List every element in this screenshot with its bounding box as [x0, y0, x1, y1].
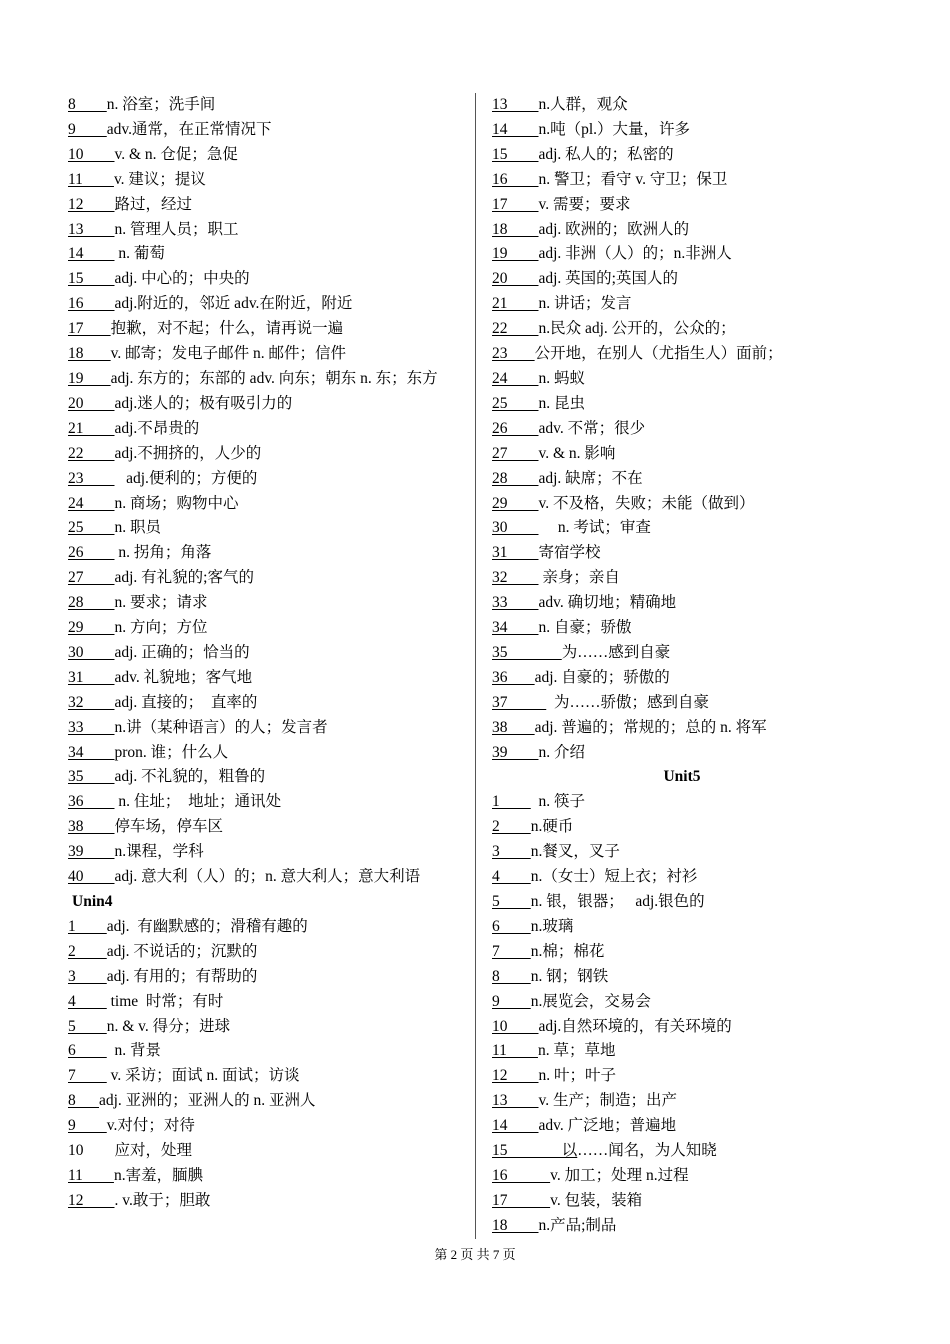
vocab-item [68, 641, 463, 666]
item-definition: adj. 欧洲的；欧洲人的 [538, 220, 690, 238]
item-number-blank: 10 [492, 1017, 539, 1035]
item-number-blank: 21 [68, 419, 115, 437]
item-number-blank: 22 [492, 320, 539, 338]
vocab-item [492, 218, 892, 243]
item-definition: adj. 意大利（人）的；n. 意大利人；意大利语 [114, 868, 421, 886]
item-number-blank: 15 [492, 145, 539, 163]
item-definition: 为……感到自豪 [561, 643, 671, 661]
vocab-item [492, 417, 892, 442]
item-definition: n. 讲话；发言 [538, 295, 632, 313]
item-number-blank: 30 [492, 519, 539, 537]
item-number-blank: 14 [492, 1117, 539, 1135]
item-definition: adj. 直接的； 直率的 [114, 693, 258, 711]
item-definition: adj.便利的；方便的 [114, 469, 258, 487]
column-divider [475, 93, 476, 1239]
item-number-blank: 8 [492, 967, 531, 985]
section-heading: Unit5 [663, 768, 701, 786]
item-number-blank: 20 [492, 270, 539, 288]
item-definition: 抱歉，对不起；什么，请再说一遍 [110, 320, 344, 338]
item-definition: adj. 亚洲的；亚洲人的 n. 亚洲人 [99, 1092, 316, 1110]
item-definition: n. 警卫；看守 v. 守卫；保卫 [538, 170, 728, 188]
vocab-item [68, 616, 463, 641]
item-definition: n. 住址； 地址；通讯处 [114, 793, 282, 811]
item-number-blank: 28 [68, 594, 115, 612]
item-definition: time 时常；有时 [106, 992, 224, 1010]
item-number-blank: 1 [492, 793, 531, 811]
item-definition: adv. 广泛地；普遍地 [538, 1117, 677, 1135]
item-definition: adj. 有幽默感的；滑稽有趣的 [106, 917, 308, 935]
item-number-blank: 24 [68, 494, 115, 512]
item-definition: n. 草；草地 [537, 1042, 616, 1060]
item-definition: n. 筷子 [530, 793, 586, 811]
item-number-blank: 24 [492, 369, 539, 387]
item-definition: adv. 礼貌地；客气地 [114, 668, 253, 686]
item-number-blank: 30 [68, 643, 115, 661]
item-definition: adj. 不说话的；沉默的 [106, 942, 258, 960]
item-number-blank: 39 [68, 843, 115, 861]
vocab-item [492, 242, 892, 267]
item-definition: . v.敢于；胆敢 [114, 1191, 211, 1209]
item-definition: n.硬币 [530, 818, 574, 836]
vocab-item [68, 915, 463, 940]
vocab-item [492, 143, 892, 168]
item-number-blank: 28 [492, 469, 539, 487]
item-definition: 亲身；亲自 [538, 569, 620, 587]
item-number-blank: 13 [492, 96, 539, 113]
vocab-item [68, 193, 463, 218]
item-number-blank: 12 [68, 195, 115, 213]
item-definition: n. 考试；审查 [538, 519, 651, 537]
vocab-item [68, 267, 463, 292]
vocab-item [68, 1139, 463, 1164]
item-definition: n.展览会，交易会 [530, 992, 651, 1010]
item-number-blank: 10 [68, 1142, 115, 1160]
vocab-item [492, 940, 892, 965]
item-number-blank: 29 [492, 494, 539, 512]
item-definition: ……闻名，为人知晓 [577, 1142, 717, 1160]
item-number-blank: 29 [68, 619, 115, 637]
vocab-item [492, 1189, 892, 1214]
item-number-blank: 13 [68, 220, 115, 238]
item-number-blank: 18 [492, 1216, 539, 1234]
vocab-item [492, 1015, 892, 1040]
vocab-item [68, 965, 463, 990]
vocab-item [492, 392, 892, 417]
item-number-blank: 21 [492, 295, 539, 313]
item-definition: v. 采访；面试 n. 面试；访谈 [106, 1067, 300, 1085]
item-number-blank: 25 [68, 519, 115, 537]
item-number-blank: 38 [492, 718, 535, 736]
item-number-blank: 7 [68, 1067, 107, 1085]
item-definition: adj. 东方的；东部的 adv. 向东；朝东 n. 东；东方 [110, 369, 438, 387]
item-number-blank: 34 [492, 619, 539, 637]
vocab-item [68, 118, 463, 143]
vocab-item [492, 93, 892, 118]
vocab-item [492, 840, 892, 865]
item-definition: adj.不昂贵的 [114, 419, 200, 437]
item-definition: adj. 缺席；不在 [538, 469, 643, 487]
item-definition: v.对付；对待 [106, 1117, 195, 1135]
item-definition: n. & v. 得分；进球 [106, 1017, 231, 1035]
item-number-blank: 8 [68, 1092, 99, 1110]
vocab-item [492, 516, 892, 541]
vocab-item [492, 317, 892, 342]
item-number-blank: 9 [68, 120, 107, 138]
vocab-item [492, 1139, 892, 1164]
vocab-item [492, 267, 892, 292]
item-definition: adj. 自豪的；骄傲的 [534, 668, 670, 686]
item-number-blank: 23 [68, 469, 115, 487]
item-definition: n.民众 adj. 公开的，公众的； [538, 320, 736, 338]
vocab-item [68, 691, 463, 716]
vocab-item [492, 168, 892, 193]
vocab-item [492, 1164, 892, 1189]
vocab-item [68, 168, 463, 193]
item-definition: n. 钢；钢铁 [530, 967, 609, 985]
item-definition: n. 介绍 [538, 743, 586, 761]
right-column [492, 93, 892, 1239]
item-definition: 应对，处理 [114, 1142, 193, 1160]
item-number-blank: 37 [492, 693, 547, 711]
vocab-item [492, 442, 892, 467]
section-heading: Unin4 [72, 893, 113, 910]
item-number-blank: 17 [492, 195, 539, 213]
item-number-blank: 40 [68, 868, 115, 886]
vocab-item [492, 467, 892, 492]
item-number-blank: 6 [68, 1042, 107, 1060]
item-definition: adv.通常，在正常情况下 [106, 120, 272, 138]
item-number-blank: 13 [492, 1092, 539, 1110]
vocab-item [68, 93, 463, 118]
item-definition: v. 生产；制造；出产 [538, 1092, 677, 1110]
item-definition: n. 管理人员；职工 [114, 220, 239, 238]
vocab-item [68, 218, 463, 243]
item-definition: n. 昆虫 [538, 394, 586, 412]
vocab-item [492, 691, 892, 716]
vocab-item [68, 765, 463, 790]
item-number-blank: 4 [492, 868, 531, 886]
item-number-blank: 3 [68, 967, 107, 985]
vocab-item [492, 641, 892, 666]
item-number-blank: 26 [492, 419, 539, 437]
item-number-blank: 15 以 [492, 1142, 578, 1160]
item-number-blank: 35 [68, 768, 115, 786]
item-definition: n. 要求；请求 [114, 594, 208, 612]
vocab-item [492, 1064, 892, 1089]
vocab-item [492, 492, 892, 517]
item-number-blank: 18 [68, 345, 111, 363]
item-definition: n. 浴室；洗手间 [106, 96, 216, 113]
item-definition: adj. 正确的；恰当的 [114, 643, 250, 661]
item-definition: v. 需要；要求 [538, 195, 631, 213]
vocab-item [68, 516, 463, 541]
item-definition: n. 自豪；骄傲 [538, 619, 632, 637]
item-number-blank: 17 [492, 1191, 551, 1209]
item-definition: n. 葡萄 [114, 245, 165, 263]
vocab-item [492, 541, 892, 566]
vocab-item [492, 741, 892, 766]
item-number-blank: 5 [492, 893, 531, 910]
item-number-blank: 19 [68, 369, 111, 387]
item-definition: adj. 中心的；中央的 [114, 270, 250, 288]
page-footer: 第 2 页 共 7 页 [434, 1247, 516, 1262]
item-number-blank: 14 [492, 120, 539, 138]
vocab-item [492, 890, 892, 915]
item-definition: v. 加工；处理 n.过程 [550, 1166, 689, 1184]
item-number-blank: 26 [68, 544, 115, 562]
item-number-blank: 19 [492, 245, 539, 263]
vocab-item [492, 815, 892, 840]
item-definition: n. 叶；叶子 [538, 1067, 617, 1085]
vocab-item [492, 591, 892, 616]
item-definition: n. 商场；购物中心 [114, 494, 239, 512]
vocab-item [68, 815, 463, 840]
vocab-item [68, 716, 463, 741]
item-definition: n.人群，观众 [538, 96, 628, 113]
item-number-blank: 35 [492, 643, 562, 661]
item-definition: adj. 英国的;英国人的 [538, 270, 678, 288]
vocab-item [492, 616, 892, 641]
item-number-blank: 39 [492, 743, 539, 761]
item-definition: n. 拐角；角落 [114, 544, 212, 562]
item-definition: n.（女士）短上衣；衬衫 [530, 868, 698, 886]
vocab-item [492, 292, 892, 317]
item-number-blank: 32 [68, 693, 115, 711]
item-definition: adv. 不常；很少 [538, 419, 646, 437]
item-number-blank: 8 [68, 96, 107, 113]
vocab-item [68, 1064, 463, 1089]
item-number-blank: 12 [492, 1067, 539, 1085]
item-number-blank: 20 [68, 394, 115, 412]
vocab-item [68, 591, 463, 616]
vocab-item [492, 990, 892, 1015]
item-definition: n. 蚂蚁 [538, 369, 586, 387]
item-number-blank: 32 [492, 569, 539, 587]
vocab-item [68, 342, 463, 367]
item-number-blank: 16 [68, 295, 115, 313]
item-definition: pron. 谁；什么人 [114, 743, 229, 761]
vocab-item [68, 1015, 463, 1040]
item-definition: adj.自然环境的，有关环境的 [538, 1017, 732, 1035]
item-definition: adj. 普遍的；常规的；总的 n. 将军 [534, 718, 767, 736]
item-definition: adj.附近的，邻近 adv.在附近，附近 [114, 295, 353, 313]
vocab-item [492, 566, 892, 591]
item-definition: 寄宿学校 [538, 544, 601, 562]
vocab-item [68, 392, 463, 417]
item-number-blank: 14 [68, 245, 115, 263]
vocab-item [492, 118, 892, 143]
vocab-item [492, 1089, 892, 1114]
vocab-item [68, 990, 463, 1015]
vocab-item [492, 790, 892, 815]
vocab-item [492, 367, 892, 392]
vocab-item [492, 915, 892, 940]
item-definition: n. 银，银器； adj.银色的 [530, 893, 705, 910]
item-number-blank: 22 [68, 444, 115, 462]
vocab-item [68, 317, 463, 342]
item-definition: n.害羞，腼腆 [113, 1166, 204, 1184]
item-definition: v. 包装，装箱 [550, 1191, 643, 1209]
vocab-item [68, 143, 463, 168]
vocab-item [68, 666, 463, 691]
vocab-item [492, 193, 892, 218]
vocab-item [68, 790, 463, 815]
vocab-item [68, 566, 463, 591]
vocab-item [492, 965, 892, 990]
left-column [68, 93, 463, 1214]
vocab-item [68, 417, 463, 442]
vocab-item [492, 666, 892, 691]
item-definition: n.餐叉，叉子 [530, 843, 620, 861]
item-number-blank: 15 [68, 270, 115, 288]
vocab-item [68, 865, 463, 890]
item-number-blank: 31 [492, 544, 539, 562]
vocab-item [492, 1039, 892, 1064]
vocab-item [68, 840, 463, 865]
vocab-item [68, 442, 463, 467]
item-number-blank: 12 [68, 1191, 115, 1209]
item-definition: adj.不拥挤的，人少的 [114, 444, 262, 462]
item-number-blank: 33 [492, 594, 539, 612]
item-definition: n.吨（pl.）大量，许多 [538, 120, 691, 138]
item-number-blank: 6 [492, 917, 531, 935]
item-number-blank: 34 [68, 743, 115, 761]
item-number-blank: 27 [68, 569, 115, 587]
item-number-blank: 25 [492, 394, 539, 412]
item-number-blank: 18 [492, 220, 539, 238]
item-number-blank: 7 [492, 942, 531, 960]
item-number-blank: 11 [68, 1166, 114, 1184]
item-number-blank: 4 [68, 992, 107, 1010]
item-definition: n. 方向；方位 [114, 619, 208, 637]
item-number-blank: 9 [492, 992, 531, 1010]
item-number-blank: 17 [68, 320, 111, 338]
vocab-item [68, 367, 463, 392]
item-definition: n.玻璃 [530, 917, 574, 935]
item-number-blank: 31 [68, 668, 115, 686]
item-definition: n.产品;制品 [538, 1216, 617, 1234]
item-number-blank: 33 [68, 718, 115, 736]
item-definition: v. & n. 影响 [538, 444, 616, 462]
item-definition: v. & n. 仓促；急促 [114, 145, 238, 163]
item-number-blank: 38 [68, 818, 115, 836]
item-number-blank: 23 [492, 345, 535, 363]
vocab-item [492, 716, 892, 741]
vocab-item [68, 1089, 463, 1114]
vocab-item [68, 467, 463, 492]
item-definition: n. 背景 [106, 1042, 162, 1060]
item-number-blank: 10 [68, 145, 115, 163]
item-number-blank: 11 [68, 170, 114, 188]
vocab-item [68, 1039, 463, 1064]
item-definition: adv. 确切地；精确地 [538, 594, 677, 612]
vocab-item [68, 940, 463, 965]
vocab-item [492, 1114, 892, 1139]
vocab-item [68, 492, 463, 517]
item-number-blank: 36 [492, 668, 535, 686]
item-definition: adj. 有礼貌的;客气的 [114, 569, 254, 587]
vocab-item [68, 1114, 463, 1139]
vocab-item [68, 292, 463, 317]
item-number-blank: 16 [492, 170, 539, 188]
item-number-blank: 2 [492, 818, 531, 836]
vocab-item [492, 1214, 892, 1239]
item-definition: adj. 有用的；有帮助的 [106, 967, 258, 985]
item-number-blank: 1 [68, 917, 107, 935]
item-number-blank: 36 [68, 793, 115, 811]
vocab-item [68, 541, 463, 566]
vocab-item [492, 342, 892, 367]
item-number-blank: 9 [68, 1117, 107, 1135]
vocab-item [68, 242, 463, 267]
item-number-blank: 11 [492, 1042, 538, 1060]
item-definition: 为……骄傲；感到自豪 [546, 693, 710, 711]
item-definition: n. 职员 [114, 519, 162, 537]
vocab-item [68, 741, 463, 766]
item-definition: adj. 非洲（人）的；n.非洲人 [538, 245, 732, 263]
item-definition: adj.迷人的；极有吸引力的 [114, 394, 293, 412]
item-number-blank: 5 [68, 1017, 107, 1035]
item-definition: 路过，经过 [114, 195, 193, 213]
item-definition: 公开地，在别人（尤指生人）面前； [534, 345, 783, 363]
item-definition: 停车场，停车区 [114, 818, 224, 836]
item-definition: adj. 私人的；私密的 [538, 145, 674, 163]
vocab-item [492, 865, 892, 890]
item-definition: v. 不及格，失败；未能（做到） [538, 494, 755, 512]
item-definition: n.棉；棉花 [530, 942, 605, 960]
item-number-blank: 2 [68, 942, 107, 960]
item-number-blank: 3 [492, 843, 531, 861]
item-definition: v. 建议；提议 [113, 170, 206, 188]
item-definition: n.课程，学科 [114, 843, 204, 861]
item-number-blank: 16 [492, 1166, 551, 1184]
item-definition: v. 邮寄；发电子邮件 n. 邮件；信件 [110, 345, 346, 363]
item-number-blank: 27 [492, 444, 539, 462]
item-definition: adj. 不礼貌的，粗鲁的 [114, 768, 266, 786]
vocab-item [68, 1189, 463, 1214]
item-definition: n.讲（某种语言）的人；发言者 [114, 718, 328, 736]
vocab-item [68, 1164, 463, 1189]
